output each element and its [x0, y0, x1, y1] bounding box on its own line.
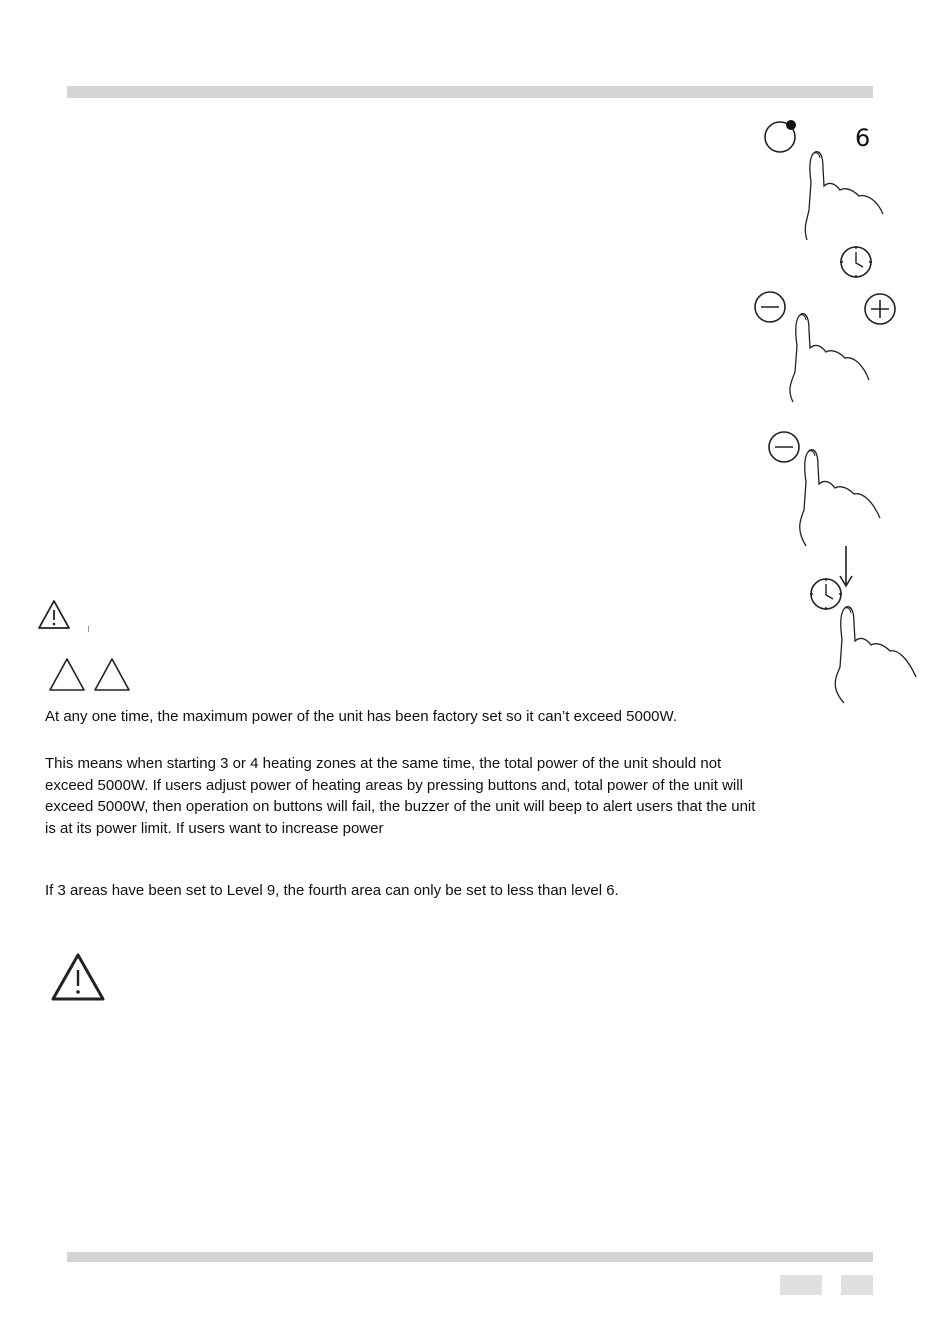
body-paragraph-zones: This means when starting 3 or 4 heating zones at the same time, the total power of the unit should not exceed 5000W. If users adjust power of heating areas by pressing buttons and, total power of the unit will exceed 5000W, then operation on buttons will fail, the buzzer of the unit will beep to alert users that the unit is at its power limit. If users want to increase power	[45, 755, 756, 837]
pointing-hand-icon	[792, 446, 887, 550]
body-paragraph-power-limit: At any one time, the maximum power of the unit has been factory set so it can’t exceed 5000W.	[45, 708, 677, 725]
warning-triangle-icon	[92, 656, 132, 694]
page-number-box	[841, 1275, 873, 1295]
pointing-hand-icon	[795, 148, 890, 248]
footer-rule	[67, 1252, 873, 1262]
body-paragraph-level-example: If 3 areas have been set to Level 9, the fourth area can only be set to less than level 6.	[45, 882, 619, 899]
warning-triangle-icon	[47, 656, 87, 694]
timer-icon	[838, 244, 874, 280]
pointing-hand-icon	[783, 310, 878, 410]
pointing-hand-icon	[828, 603, 923, 707]
header-rule	[67, 86, 873, 98]
warning-triangle-icon	[48, 950, 108, 1006]
minus-button-icon	[753, 290, 787, 324]
warning-triangle-icon	[36, 598, 72, 632]
power-level-digit: 6	[855, 124, 871, 152]
page-number-box	[780, 1275, 822, 1295]
tick-mark	[88, 626, 89, 632]
